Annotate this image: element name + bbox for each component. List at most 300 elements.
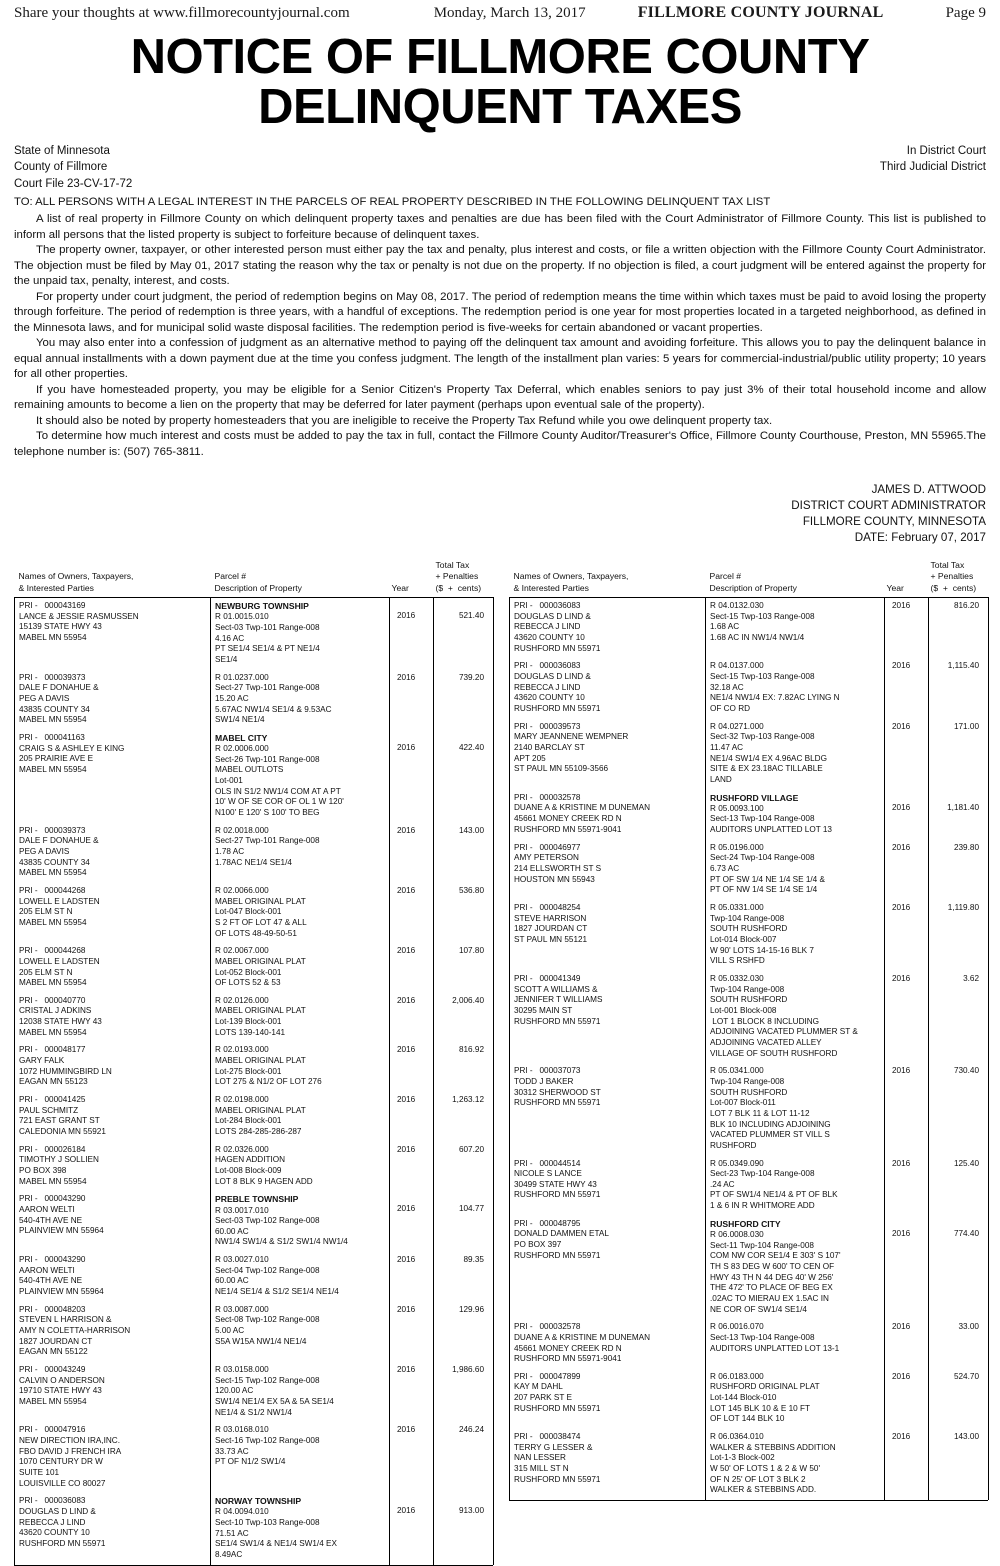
owner-line: DOUGLAS D LIND & <box>19 1506 96 1516</box>
notice-paragraph: It should also be noted by property homesteaders that you are ineligible to receive the Property Tax Refund while you owe delinquent property tax. <box>36 414 773 427</box>
table-row <box>15 1252 494 1302</box>
owner-line: LANCE & JESSIE RASMUSSEN <box>19 611 139 621</box>
page-title <box>14 30 986 134</box>
parcel-line: Lot-1-3 Block-002 <box>710 1453 775 1463</box>
owners-header-line-1: Names of Owners, Taxpayers, <box>18 571 134 582</box>
owner-line: LOWELL E LADSTEN <box>19 896 100 906</box>
parcel-line: Sect-03 Twp-101 Range-008 <box>215 622 320 632</box>
column-header-year <box>885 560 929 598</box>
jurisdiction-heading: NORWAY TOWNSHIP <box>215 1496 302 1507</box>
table-row <box>15 1142 494 1192</box>
cell-owner <box>15 730 211 823</box>
court-designation <box>880 143 986 192</box>
cell-owner <box>510 840 706 900</box>
owner-line: 45661 MONEY CREEK RD N <box>514 1343 622 1353</box>
owner-line: STEVEN L HARRISON & <box>19 1315 112 1325</box>
table-row <box>510 719 989 790</box>
owner-line: DOUGLAS D LIND & <box>514 611 591 621</box>
parcel-line: R 04.0271.000 <box>710 721 764 731</box>
cell-year: 2016 <box>885 971 929 1063</box>
parcel-line: 60.00 AC <box>215 1226 249 1236</box>
cell-total-tax-penalties: 730.40 <box>929 1063 989 1155</box>
cell-owner <box>510 719 706 790</box>
owner-line: PRI - 000044268 <box>19 946 86 956</box>
table-row <box>510 1156 989 1216</box>
owner-line: SUITE 101 <box>19 1467 60 1477</box>
owner-line: NICOLE S LANCE <box>514 1169 582 1179</box>
cell-owner <box>510 1063 706 1155</box>
parcel-line: LOT 275 & N1/2 OF LOT 276 <box>215 1077 322 1087</box>
parcel-line: VILLAGE OF SOUTH RUSHFORD <box>710 1048 838 1058</box>
cell-parcel-description <box>706 1063 885 1155</box>
parcel-line: R 06.0008.030 <box>710 1229 764 1239</box>
masthead-tagline: Share your thoughts at www.fillmorecountyjournal.com <box>14 5 350 21</box>
cell-parcel-description <box>211 1362 390 1422</box>
cell-year: 2016 <box>390 823 434 883</box>
owner-line: PRI - 000032578 <box>514 1322 581 1332</box>
cell-parcel-description <box>211 730 390 823</box>
parcel-line: OF LOTS 52 & 53 <box>215 978 281 988</box>
owner-line: REBECCA J LIND <box>514 682 581 692</box>
cell-parcel-description <box>211 1493 390 1564</box>
cell-year: 2016 <box>885 1156 929 1216</box>
owner-line: PRI - 000039573 <box>514 721 581 731</box>
cell-parcel-description <box>706 1369 885 1429</box>
owner-line: MABEL MN 55954 <box>19 1027 87 1037</box>
parcel-line: HWY 43 TH N 44 DEG 40' W 256' <box>710 1272 834 1282</box>
cell-owner <box>15 1302 211 1362</box>
parcel-line: NE1/4 SW1/4 EX 4.96AC BLDG <box>710 753 827 763</box>
cell-parcel-description <box>211 1422 390 1493</box>
parcel-line: Sect-27 Twp-101 Range-008 <box>215 683 320 693</box>
parcel-line: OF LOTS 48-49-50-51 <box>215 928 297 938</box>
cell-total-tax-penalties: 3.62 <box>929 971 989 1063</box>
table-row <box>15 993 494 1043</box>
amount-header-line-2: + Penalties <box>930 571 974 582</box>
parcel-line: THE 472' TO PLACE OF BEG EX <box>710 1283 833 1293</box>
table-row <box>510 900 989 971</box>
owner-line: PRI - 000043169 <box>19 601 86 611</box>
cell-total-tax-penalties: 171.00 <box>929 719 989 790</box>
cell-year: 2016 <box>885 1319 929 1369</box>
parcel-line: Sect-10 Twp-103 Range-008 <box>215 1518 320 1528</box>
cell-total-tax-penalties: 739.20 <box>434 670 494 730</box>
parcel-line: SW1/4 NE1/4 <box>215 715 265 725</box>
column-header-amount <box>434 560 494 598</box>
owner-line: PAUL SCHMITZ <box>19 1105 79 1115</box>
cell-year: 2016 <box>390 1092 434 1142</box>
parcel-line: MABEL ORIGINAL PLAT <box>215 1056 306 1066</box>
owner-line: PRI - 000032578 <box>514 792 581 802</box>
cell-year: 2016 <box>390 670 434 730</box>
cell-total-tax-penalties: 816.20 <box>929 598 989 659</box>
cell-parcel-description <box>706 719 885 790</box>
owner-line: PEG A DAVIS <box>19 846 70 856</box>
owner-line: 540-4TH AVE NE <box>19 1215 83 1225</box>
parcel-line: R 03.0017.010 <box>215 1205 269 1215</box>
parcel-line: 5.00 AC <box>215 1326 245 1336</box>
parcel-line: R 04.0132.030 <box>710 601 764 611</box>
parcel-line: PT OF N1/2 SW1/4 <box>215 1457 286 1467</box>
cell-owner <box>510 658 706 718</box>
owner-line: 1070 CENTURY DR W <box>19 1457 103 1467</box>
owner-line: 214 ELLSWORTH ST S <box>514 864 602 874</box>
parcel-line: AUDITORS UNPLATTED LOT 13 <box>710 825 832 835</box>
cell-owner <box>510 598 706 659</box>
parcel-line: R 05.0093.100 <box>710 803 764 813</box>
parcel-line: PT OF NW 1/4 SE 1/4 SE 1/4 <box>710 885 818 895</box>
owner-line: MABEL MN 55954 <box>19 978 87 988</box>
cell-total-tax-penalties: 33.00 <box>929 1319 989 1369</box>
cell-total-tax-penalties: 246.24 <box>434 1422 494 1493</box>
owner-line: HOUSTON MN 55943 <box>514 874 595 884</box>
cell-total-tax-penalties: 104.77 <box>434 1191 494 1252</box>
parcel-line: R 02.0193.000 <box>215 1045 269 1055</box>
amount-header-line-2: + Penalties <box>435 571 479 582</box>
parcel-line: PT OF SW1/4 NE1/4 & PT OF BLK <box>710 1190 838 1200</box>
table-row <box>15 1092 494 1142</box>
parcel-line: R 01.0237.000 <box>215 672 269 682</box>
amount-header-line-3: ($ + cents) <box>930 582 977 593</box>
parcel-line: Sect-23 Twp-104 Range-008 <box>710 1169 815 1179</box>
signature-block <box>14 482 986 546</box>
cell-owner <box>15 1252 211 1302</box>
table-row <box>15 823 494 883</box>
parcel-line: AUDITORS UNPLATTED LOT 13-1 <box>710 1343 840 1353</box>
parcel-line: TH S 83 DEG W 600' TO CEN OF <box>710 1261 835 1271</box>
court-jurisdiction <box>14 143 132 192</box>
court-state: State of Minnesota <box>14 144 110 157</box>
parcel-line: OLS IN S1/2 NW1/4 COM AT A PT <box>215 786 341 796</box>
owner-line: 1827 JOURDAN CT <box>514 924 588 934</box>
owner-line: STEVE HARRISON <box>514 913 587 923</box>
owner-line: TODD J BAKER <box>514 1076 574 1086</box>
parcel-line: R 02.0006.000 <box>215 744 269 754</box>
jurisdiction-heading: MABEL CITY <box>215 732 268 743</box>
table-row <box>15 1422 494 1493</box>
cell-owner <box>15 1362 211 1422</box>
cell-year: 2016 <box>885 598 929 659</box>
cell-parcel-description <box>706 1156 885 1216</box>
owner-line: PRI - 000036083 <box>19 1496 86 1506</box>
parcel-line: WALKER & STEBBINS ADD. <box>710 1485 817 1495</box>
owner-line: 43620 COUNTY 10 <box>514 693 585 703</box>
owner-line: 45661 MONEY CREEK RD N <box>514 813 622 823</box>
parcel-line: LOT 8 BLK 9 HAGEN ADD <box>215 1176 313 1186</box>
owner-line: DALE F DONAHUE & <box>19 683 99 693</box>
cell-parcel-description <box>211 943 390 993</box>
cell-year: 2016 <box>390 943 434 993</box>
owner-line: DOUGLAS D LIND & <box>514 672 591 682</box>
parcel-line: R 03.0158.000 <box>215 1365 269 1375</box>
parcel-line: 4.16 AC <box>215 633 245 643</box>
owner-line: PLAINVIEW MN 55964 <box>19 1226 104 1236</box>
cell-total-tax-penalties: 524.70 <box>929 1369 989 1429</box>
cell-owner <box>15 598 211 670</box>
column-header-owners <box>510 560 706 598</box>
parcel-line: R 02.0126.000 <box>215 995 269 1005</box>
parcel-line: 10' W OF SE COR OF OL 1 W 120' <box>215 797 344 807</box>
parcel-line: OF LOT 144 BLK 10 <box>710 1414 785 1424</box>
cell-year: 2016 <box>390 883 434 943</box>
parcel-line: S5A W15A NW1/4 NE1/4 <box>215 1336 307 1346</box>
parcel-line: LOTS 139-140-141 <box>215 1027 286 1037</box>
parcel-line: Sect-04 Twp-102 Range-008 <box>215 1265 320 1275</box>
cell-total-tax-penalties: 816.92 <box>434 1042 494 1092</box>
cell-parcel-description <box>211 823 390 883</box>
parcel-line: NE1/4 NW1/4 EX: 7.82AC LYING N <box>710 693 840 703</box>
parcel-line: RUSHFORD ORIGINAL PLAT <box>710 1382 820 1392</box>
owner-line: LOWELL E LADSTEN <box>19 956 100 966</box>
owner-line: REBECCA J LIND <box>514 622 581 632</box>
cell-owner <box>510 1369 706 1429</box>
cell-total-tax-penalties: 1,115.40 <box>929 658 989 718</box>
parcel-line: MABEL ORIGINAL PLAT <box>215 956 306 966</box>
cell-year: 2016 <box>390 993 434 1043</box>
amount-header-line-3: ($ + cents) <box>435 582 482 593</box>
parcel-line: LOTS 284-285-286-287 <box>215 1127 302 1137</box>
owner-line: RUSHFORD MN 55971-9041 <box>514 1354 622 1364</box>
owner-line: 12038 STATE HWY 43 <box>19 1017 102 1027</box>
cell-parcel-description <box>706 790 885 840</box>
parcel-line: Lot-008 Block-009 <box>215 1166 282 1176</box>
table-row <box>15 670 494 730</box>
owner-line: PRI - 000047916 <box>19 1425 86 1435</box>
parcel-line: 1.78 AC <box>215 846 245 856</box>
owner-line: 30312 SHERWOOD ST <box>514 1087 601 1097</box>
owner-line: RUSHFORD MN 55971 <box>514 1098 601 1108</box>
parcel-line: R 05.0341.000 <box>710 1066 764 1076</box>
owner-line: 315 MILL ST N <box>514 1464 569 1474</box>
table-row <box>15 1191 494 1252</box>
parcel-line: SE1/4 SW1/4 & NE1/4 SW1/4 EX <box>215 1539 337 1549</box>
amount-header-line-1: Total Tax <box>435 560 470 571</box>
owner-line: FBO DAVID J FRENCH IRA <box>19 1446 122 1456</box>
parcel-line: 1.78AC NE1/4 SE1/4 <box>215 857 292 867</box>
owner-line: TERRY G LESSER & <box>514 1442 593 1452</box>
parcel-line: 71.51 AC <box>215 1528 249 1538</box>
parcel-line: NW1/4 SW1/4 & S1/2 SW1/4 NW1/4 <box>215 1237 348 1247</box>
owner-line: PRI - 000040770 <box>19 995 86 1005</box>
parcel-line: R 06.0183.000 <box>710 1371 764 1381</box>
table-row <box>510 1063 989 1155</box>
owner-line: DUANE A & KRISTINE M DUNEMAN <box>514 803 651 813</box>
parcel-line: R 02.0198.000 <box>215 1095 269 1105</box>
owner-line: RUSHFORD MN 55971 <box>514 1190 601 1200</box>
owner-line: 540-4TH AVE NE <box>19 1276 83 1286</box>
parcel-line: Sect-08 Twp-102 Range-008 <box>215 1315 320 1325</box>
table-bottom-rule-right <box>509 1500 988 1501</box>
owner-line: NAN LESSER <box>514 1453 566 1463</box>
cell-owner <box>15 943 211 993</box>
owner-line: CALVIN O ANDERSON <box>19 1375 105 1385</box>
owner-line: 205 ELM ST N <box>19 967 73 977</box>
cell-total-tax-penalties: 1,263.12 <box>434 1092 494 1142</box>
parcel-line: Twp-104 Range-008 <box>710 984 785 994</box>
owner-line: ST PAUL MN 55109-3566 <box>514 764 609 774</box>
parcel-line: R 06.0016.070 <box>710 1322 764 1332</box>
signatory-name: JAMES D. ATTWOOD <box>871 483 986 497</box>
parcel-line: Lot-139 Block-001 <box>215 1017 282 1027</box>
parcel-line: NE COR OF SW1/4 SE1/4 <box>710 1304 807 1314</box>
cell-year: 2016 <box>390 598 434 670</box>
parcel-line: 1 & 6 IN R WHITMORE ADD <box>710 1201 815 1211</box>
owner-line: PRI - 000044514 <box>514 1158 581 1168</box>
parcel-line: 6.73 AC <box>710 864 740 874</box>
cell-year: 2016 <box>390 1493 434 1564</box>
parcel-line: 32.18 AC <box>710 682 744 692</box>
cell-total-tax-penalties: 2,006.40 <box>434 993 494 1043</box>
cell-parcel-description <box>706 658 885 718</box>
owner-line: 205 ELM ST N <box>19 907 73 917</box>
owner-line: PRI - 000036083 <box>514 601 581 611</box>
cell-owner <box>15 1191 211 1252</box>
amount-header-line-1: Total Tax <box>930 560 965 571</box>
signatory-office: FILLMORE COUNTY, MINNESOTA <box>802 515 986 529</box>
parcel-line: 8.49AC <box>215 1550 243 1560</box>
owner-line: SCOTT A WILLIAMS & <box>514 984 598 994</box>
cell-year: 2016 <box>390 1252 434 1302</box>
table-row <box>510 1216 989 1319</box>
parcel-line: .24 AC <box>710 1179 735 1189</box>
table-row <box>15 1302 494 1362</box>
owner-line: RUSHFORD MN 55971 <box>514 1474 601 1484</box>
cell-owner <box>510 971 706 1063</box>
parcel-line: LOT 145 BLK 10 & E 10 FT <box>710 1403 810 1413</box>
owner-line: PRI - 000037073 <box>514 1066 581 1076</box>
tax-table-header <box>15 560 494 598</box>
parcel-line: Sect-15 Twp-102 Range-008 <box>215 1375 320 1385</box>
cell-owner <box>15 670 211 730</box>
tax-table-body-right <box>510 598 989 1500</box>
cell-parcel-description <box>706 1216 885 1319</box>
cell-owner <box>15 1422 211 1493</box>
column-header-amount <box>929 560 989 598</box>
parcel-line: LOT 7 BLK 11 & LOT 11-12 <box>710 1108 810 1118</box>
owner-line: DALE F DONAHUE & <box>19 836 99 846</box>
cell-year: 2016 <box>885 719 929 790</box>
table-row <box>15 730 494 823</box>
cell-total-tax-penalties: 913.00 <box>434 1493 494 1564</box>
parcel-line: R 02.0326.000 <box>215 1144 269 1154</box>
cell-year: 2016 <box>390 1422 434 1493</box>
parcel-line: R 01.0015.010 <box>215 612 269 622</box>
cell-year: 2016 <box>390 1142 434 1192</box>
owner-line: PEG A DAVIS <box>19 693 70 703</box>
owner-line: PRI - 000038474 <box>514 1432 581 1442</box>
parcel-line: Sect-11 Twp-104 Range-008 <box>710 1240 814 1250</box>
owner-line: AMY N COLETTA-HARRISON <box>19 1326 131 1336</box>
owner-line: KAY M DAHL <box>514 1382 563 1392</box>
parcel-line: MABEL ORIGINAL PLAT <box>215 1006 306 1016</box>
parcel-line: Sect-16 Twp-102 Range-008 <box>215 1435 320 1445</box>
table-row <box>15 598 494 670</box>
cell-total-tax-penalties: 1,986.60 <box>434 1362 494 1422</box>
cell-parcel-description <box>211 1191 390 1252</box>
owner-line: PRI - 000048795 <box>514 1218 581 1228</box>
owner-line: AARON WELTI <box>19 1265 75 1275</box>
parcel-line: .02AC TO MIERAU EX 1.5AC IN <box>710 1293 829 1303</box>
cell-owner <box>15 823 211 883</box>
cell-owner <box>15 883 211 943</box>
parcel-line: W 50' OF LOTS 1 & 2 & W 50' <box>710 1464 821 1474</box>
cell-year: 2016 <box>885 900 929 971</box>
cell-owner <box>15 1142 211 1192</box>
parcel-line: R 03.0168.010 <box>215 1425 269 1435</box>
parcel-line: HAGEN ADDITION <box>215 1155 286 1165</box>
parcel-line: Sect-13 Twp-104 Range-008 <box>710 814 815 824</box>
column-header-parcel <box>211 560 390 598</box>
cell-total-tax-penalties: 536.80 <box>434 883 494 943</box>
parcel-line: 120.00 AC <box>215 1386 254 1396</box>
cell-owner <box>15 993 211 1043</box>
parcel-line: 11.47 AC <box>710 743 744 753</box>
parcel-line: Lot-007 Block-011 <box>710 1098 776 1108</box>
notice-body <box>14 212 986 460</box>
notice-paragraph: A list of real property in Fillmore County on which delinquent property taxes and penalties are due has been filed with the Court Administrator of Fillmore County. This list is published to inform all persons that the listed property is subject to forfeiture because of delinquent taxes. <box>14 213 986 241</box>
owner-line: 207 PARK ST E <box>514 1393 572 1403</box>
table-row <box>510 658 989 718</box>
headline-line-2: DELINQUENT TAXES <box>258 79 742 134</box>
owner-line: PRI - 000026184 <box>19 1144 86 1154</box>
year-header-label: Year <box>886 582 904 593</box>
parcel-line: R 03.0087.000 <box>215 1304 269 1314</box>
cell-owner <box>510 1429 706 1500</box>
parcel-line: R 03.0027.010 <box>215 1255 269 1265</box>
owner-line: LOUISVILLE CO 80027 <box>19 1478 106 1488</box>
owner-line: PRI - 000046977 <box>514 842 581 852</box>
parcel-line: 5.67AC NW1/4 SE1/4 & 9.53AC <box>215 704 332 714</box>
tax-list-right-column <box>509 560 988 1566</box>
table-row <box>15 1493 494 1564</box>
court-county: County of Fillmore <box>14 161 108 174</box>
parcel-line: PT OF SW 1/4 NE 1/4 SE 1/4 & <box>710 874 825 884</box>
table-row <box>510 1369 989 1429</box>
cell-total-tax-penalties: 143.00 <box>929 1429 989 1500</box>
court-file-number: Court File 23-CV-17-72 <box>14 177 133 190</box>
table-row <box>15 943 494 993</box>
owner-line: MABEL MN 55954 <box>19 764 87 774</box>
cell-total-tax-penalties: 125.40 <box>929 1156 989 1216</box>
cell-year: 2016 <box>390 730 434 823</box>
parcel-line: OF CO RD <box>710 704 751 714</box>
owner-line: CRISTAL J ADKINS <box>19 1006 92 1016</box>
owners-header-line-1: Names of Owners, Taxpayers, <box>513 571 629 582</box>
owner-line: 1827 JOURDAN CT <box>19 1336 93 1346</box>
owner-line: ST PAUL MN 55121 <box>514 935 588 945</box>
table-row <box>15 883 494 943</box>
cell-year: 2016 <box>885 790 929 840</box>
parcel-line: Lot-144 Block-010 <box>710 1393 777 1403</box>
table-row <box>510 840 989 900</box>
court-identification-block <box>14 143 986 192</box>
owner-line: 30295 MAIN ST <box>514 1005 573 1015</box>
parcel-line: SOUTH RUSHFORD <box>710 924 788 934</box>
parcel-line: R 04.0094.010 <box>215 1507 269 1517</box>
cell-year: 2016 <box>885 658 929 718</box>
parcel-line: 15.20 AC <box>215 693 249 703</box>
cell-owner <box>510 1156 706 1216</box>
parcel-line: Lot-052 Block-001 <box>215 967 282 977</box>
parcel-line: ADJOINING VACATED ALLEY <box>710 1037 822 1047</box>
masthead-publication-title: FILLMORE COUNTY JOURNAL <box>637 4 884 21</box>
owner-line: MABEL MN 55954 <box>19 715 87 725</box>
parcel-line: RUSHFORD <box>710 1140 757 1150</box>
cell-total-tax-penalties: 89.35 <box>434 1252 494 1302</box>
parcel-line: PT SE1/4 SE1/4 & PT NE1/4 <box>215 644 320 654</box>
owner-line: EAGAN MN 55122 <box>19 1347 88 1357</box>
owner-line: 15139 STATE HWY 43 <box>19 622 102 632</box>
